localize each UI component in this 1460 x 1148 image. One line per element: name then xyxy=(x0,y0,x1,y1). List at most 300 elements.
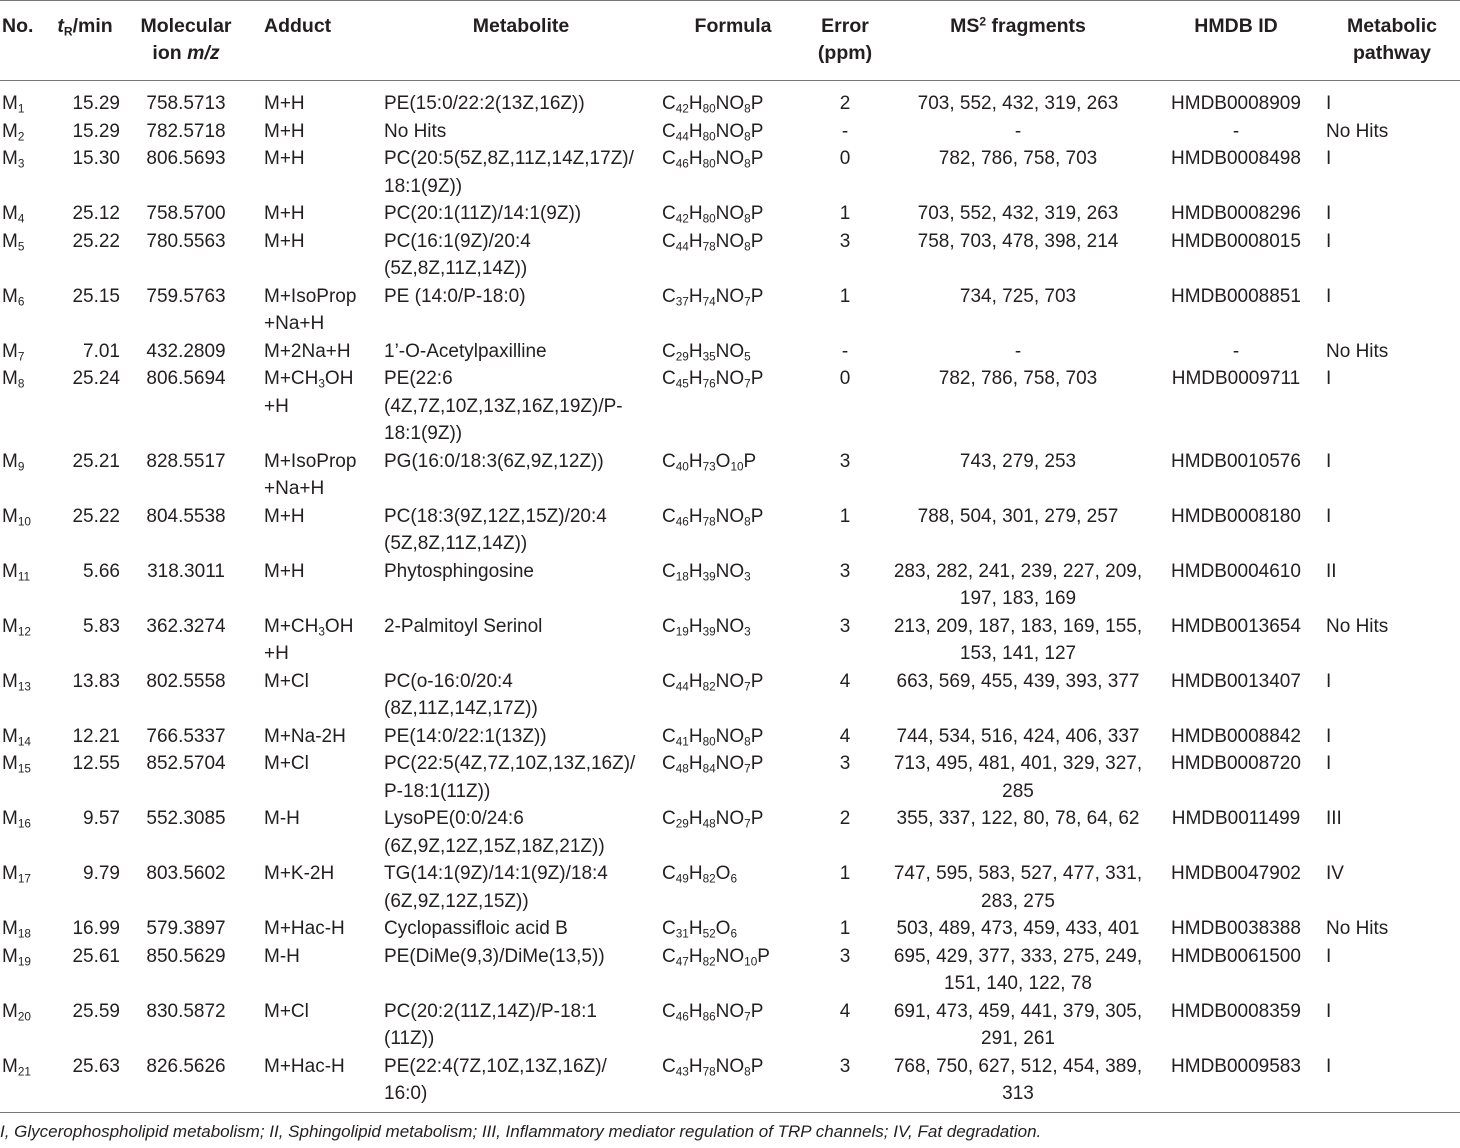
adduct-sub: 3 xyxy=(318,624,325,638)
formula-element: C xyxy=(662,918,676,939)
adduct-line xyxy=(264,640,376,668)
cell-molecular-ion xyxy=(122,145,250,200)
header-formula-text: Formula xyxy=(694,15,772,37)
error-value: 2 xyxy=(839,93,851,114)
fragments-line: 703, 552, 432, 319, 263 xyxy=(917,203,1119,224)
formula-count: 49 xyxy=(675,872,689,886)
cell-molecular-ion xyxy=(122,365,250,448)
cell-formula xyxy=(660,283,806,338)
cell-error xyxy=(806,998,884,1053)
pathway-value: III xyxy=(1326,808,1342,829)
error-value: 3 xyxy=(839,560,851,582)
cell-molecular-ion xyxy=(122,998,250,1053)
header-molecular-ion xyxy=(122,1,250,81)
cell-molecular-ion xyxy=(122,558,250,613)
formula-element: NO xyxy=(715,505,745,527)
cell-hmdb-id xyxy=(1152,558,1320,613)
pathway-value: I xyxy=(1326,230,1332,252)
cell-retention-time xyxy=(48,200,122,228)
formula-element: C xyxy=(662,203,676,224)
molecular-ion-value: 803.5602 xyxy=(146,863,226,884)
cell-retention-time xyxy=(48,81,122,118)
formula-element: C xyxy=(662,230,676,252)
formula-count: 44 xyxy=(675,679,689,693)
error-value: 3 xyxy=(839,945,851,967)
cell-no xyxy=(0,943,48,998)
formula-count: 52 xyxy=(702,927,716,941)
adduct-text: M+H xyxy=(264,120,305,142)
formula-element: NO xyxy=(715,285,745,307)
metabolite-line: PC(16:1(9Z)/20:4 xyxy=(384,230,531,252)
adduct-text: M+Cl xyxy=(264,670,309,692)
metabolite-line: PC(18:3(9Z,12Z,15Z)/20:4 xyxy=(384,505,607,527)
cell-no xyxy=(0,860,48,915)
adduct-line xyxy=(264,1053,376,1081)
pathway-value: I xyxy=(1326,670,1332,692)
pathway-value: No Hits xyxy=(1326,120,1389,142)
formula-element: NO xyxy=(715,725,745,747)
formula-count: 78 xyxy=(702,1064,716,1078)
cell-molecular-ion xyxy=(122,1053,250,1113)
formula-count: 74 xyxy=(702,294,716,308)
row-prefix: M xyxy=(2,505,18,527)
cell-formula xyxy=(660,503,806,558)
fragments-line: 695, 429, 377, 333, 275, 249, xyxy=(893,945,1143,967)
formula-element: P xyxy=(750,753,764,774)
hmdb-id-value: HMDB0009711 xyxy=(1171,368,1301,389)
formula-element: NO xyxy=(715,1055,745,1077)
cell-formula xyxy=(660,200,806,228)
adduct-text: M+K-2H xyxy=(264,863,335,884)
hmdb-id-value: HMDB0010576 xyxy=(1171,450,1301,472)
adduct-text: M+H xyxy=(264,203,305,224)
formula-count: 78 xyxy=(702,514,716,528)
pathway-value: I xyxy=(1326,1000,1332,1022)
formula-element: P xyxy=(750,808,764,829)
error-value: 3 xyxy=(839,450,851,472)
formula-element: H xyxy=(688,945,703,967)
fragments-line: 782, 786, 758, 703 xyxy=(938,148,1098,169)
pathway-value: No Hits xyxy=(1326,615,1389,637)
cell-metabolic-pathway xyxy=(1320,915,1460,943)
cell-no xyxy=(0,338,48,366)
fragments-line: 197, 183, 169 xyxy=(959,588,1077,609)
molecular-ion-value: 806.5693 xyxy=(146,148,226,169)
retention-time-value: 7.01 xyxy=(83,340,120,362)
cell-adduct xyxy=(250,1053,378,1113)
formula-element: NO xyxy=(715,945,745,967)
error-value: 3 xyxy=(839,1055,851,1077)
cell-no xyxy=(0,118,48,146)
error-value: 0 xyxy=(839,148,851,169)
cell-hmdb-id xyxy=(1152,145,1320,200)
cell-formula xyxy=(660,915,806,943)
cell-metabolic-pathway xyxy=(1320,558,1460,613)
cell-formula xyxy=(660,338,806,366)
cell-no xyxy=(0,998,48,1053)
cell-ms2-fragments xyxy=(884,200,1152,228)
header-adduct-text: Adduct xyxy=(264,15,332,37)
fragments-line: 713, 495, 481, 401, 329, 327, xyxy=(893,753,1143,774)
fragments-line: 734, 725, 703 xyxy=(959,285,1077,307)
cell-hmdb-id xyxy=(1152,915,1320,943)
hmdb-id-value: HMDB0008720 xyxy=(1171,753,1301,774)
formula-element: O xyxy=(715,918,731,939)
cell-no xyxy=(0,613,48,668)
formula-count: 43 xyxy=(675,1064,689,1078)
cell-hmdb-id xyxy=(1152,81,1320,118)
cell-molecular-ion xyxy=(122,943,250,998)
formula-element: H xyxy=(688,505,703,527)
fragments-line: 285 xyxy=(1002,780,1034,802)
cell-molecular-ion xyxy=(122,118,250,146)
cell-no xyxy=(0,723,48,751)
cell-no xyxy=(0,668,48,723)
formula-count: 80 xyxy=(702,734,716,748)
error-value: 1 xyxy=(839,918,851,939)
row-index: 12 xyxy=(17,624,31,638)
fragments-line: 744, 534, 516, 424, 406, 337 xyxy=(896,725,1140,747)
row-prefix: M xyxy=(2,1000,18,1022)
adduct-text: M+IsoProp xyxy=(264,450,357,472)
cell-ms2-fragments xyxy=(884,723,1152,751)
formula-element: H xyxy=(688,120,703,142)
formula-element: P xyxy=(750,1055,764,1077)
pathway-value: I xyxy=(1326,285,1332,307)
adduct-text: M+IsoProp xyxy=(264,285,357,307)
adduct-text: M+2Na+H xyxy=(264,340,351,362)
formula-element: NO xyxy=(715,670,745,692)
cell-molecular-ion xyxy=(122,805,250,860)
cell-formula xyxy=(660,228,806,283)
cell-retention-time xyxy=(48,448,122,503)
formula-element: NO xyxy=(715,340,745,362)
formula-count: 8 xyxy=(744,129,751,143)
cell-error xyxy=(806,118,884,146)
adduct-line xyxy=(264,668,376,696)
row-index: 17 xyxy=(17,872,31,886)
cell-ms2-fragments xyxy=(884,558,1152,613)
hmdb-id-value: HMDB0008498 xyxy=(1171,148,1301,169)
formula-element: C xyxy=(662,753,676,774)
row-index: 10 xyxy=(17,514,31,528)
pathway-value: I xyxy=(1326,1055,1332,1077)
cell-metabolite xyxy=(378,860,660,915)
formula-element: H xyxy=(688,1000,703,1022)
cell-hmdb-id xyxy=(1152,668,1320,723)
formula-element: P xyxy=(750,148,764,169)
molecular-ion-value: 362.3274 xyxy=(146,615,226,637)
fragments-line: 503, 489, 473, 459, 433, 401 xyxy=(896,918,1140,939)
formula-element: O xyxy=(715,450,731,472)
cell-metabolite xyxy=(378,338,660,366)
cell-metabolic-pathway xyxy=(1320,118,1460,146)
cell-metabolic-pathway xyxy=(1320,200,1460,228)
error-value: 3 xyxy=(839,753,851,774)
adduct-line xyxy=(264,365,376,393)
metabolite-line: PE (14:0/P-18:0) xyxy=(384,285,526,307)
row-prefix: M xyxy=(2,285,18,307)
adduct-line xyxy=(264,90,376,118)
formula-count: 82 xyxy=(702,954,716,968)
formula-element: H xyxy=(688,340,703,362)
error-value: 0 xyxy=(839,368,851,389)
cell-adduct xyxy=(250,503,378,558)
row-prefix: M xyxy=(2,120,18,142)
cell-no xyxy=(0,228,48,283)
row-prefix: M xyxy=(2,230,18,252)
formula-count: 47 xyxy=(675,954,689,968)
formula-element: C xyxy=(662,560,676,582)
formula-element: H xyxy=(688,93,703,114)
formula-element: C xyxy=(662,148,676,169)
formula-element: NO xyxy=(715,615,745,637)
molecular-ion-value: 780.5563 xyxy=(146,230,226,252)
formula-count: 39 xyxy=(702,624,716,638)
cell-ms2-fragments xyxy=(884,448,1152,503)
metabolite-line: (5Z,8Z,11Z,14Z)) xyxy=(384,258,528,279)
formula-element: C xyxy=(662,670,676,692)
row-index: 13 xyxy=(17,679,31,693)
row-prefix: M xyxy=(2,725,18,747)
row-prefix: M xyxy=(2,368,18,389)
cell-error xyxy=(806,1053,884,1113)
adduct-line xyxy=(264,558,376,586)
error-value: 4 xyxy=(839,1000,851,1022)
formula-count: 84 xyxy=(702,762,716,776)
formula-count: 42 xyxy=(675,102,689,116)
cell-molecular-ion xyxy=(122,668,250,723)
metabolite-line: (4Z,7Z,10Z,13Z,16Z,19Z)/P- xyxy=(384,395,623,417)
fragments-line: 283, 282, 241, 239, 227, 209, xyxy=(893,560,1143,582)
metabolite-line: P-18:1(11Z)) xyxy=(384,780,491,802)
cell-error xyxy=(806,503,884,558)
formula-element: H xyxy=(688,148,703,169)
formula-count: 6 xyxy=(730,927,737,941)
error-value: 4 xyxy=(839,725,851,747)
table-row xyxy=(0,228,1460,283)
error-value: 1 xyxy=(839,505,851,527)
cell-formula xyxy=(660,1053,806,1113)
cell-ms2-fragments xyxy=(884,283,1152,338)
formula-count: 8 xyxy=(744,514,751,528)
cell-adduct xyxy=(250,998,378,1053)
error-value: 3 xyxy=(839,230,851,252)
header-ms2-fragments xyxy=(884,1,1152,81)
error-value: - xyxy=(841,120,849,142)
cell-hmdb-id xyxy=(1152,860,1320,915)
cell-no xyxy=(0,81,48,118)
metabolite-line: (8Z,11Z,14Z,17Z)) xyxy=(384,698,538,719)
cell-error xyxy=(806,613,884,668)
formula-count: 18 xyxy=(675,569,689,583)
cell-formula xyxy=(660,145,806,200)
formula-element: H xyxy=(688,560,703,582)
formula-count: 7 xyxy=(744,377,751,391)
cell-retention-time xyxy=(48,750,122,805)
metabolite-line: 18:1(9Z)) xyxy=(384,423,463,444)
table-row xyxy=(0,118,1460,146)
adduct-line xyxy=(264,393,376,421)
adduct-line xyxy=(264,750,376,778)
table-row xyxy=(0,200,1460,228)
formula-count: 80 xyxy=(702,157,716,171)
header-no-text: No. xyxy=(2,15,34,37)
pathway-value: I xyxy=(1326,945,1332,967)
cell-molecular-ion xyxy=(122,448,250,503)
cell-ms2-fragments xyxy=(884,1053,1152,1113)
formula-element: C xyxy=(662,945,676,967)
row-index: 21 xyxy=(17,1064,31,1078)
metabolite-line: PC(20:2(11Z,14Z)/P-18:1 xyxy=(384,1000,597,1022)
row-prefix: M xyxy=(2,340,18,362)
molecular-ion-value: 758.5700 xyxy=(146,203,226,224)
adduct-text: M+Hac-H xyxy=(264,918,345,939)
cell-metabolite xyxy=(378,998,660,1053)
adduct-line xyxy=(264,613,376,641)
pathway-value: I xyxy=(1326,450,1332,472)
fragments-line: 747, 595, 583, 527, 477, 331, xyxy=(893,863,1143,884)
cell-metabolite xyxy=(378,145,660,200)
hmdb-id-value: HMDB0011499 xyxy=(1171,808,1301,829)
metabolite-line: PC(22:5(4Z,7Z,10Z,13Z,16Z)/ xyxy=(384,753,636,774)
cell-no xyxy=(0,448,48,503)
row-prefix: M xyxy=(2,863,18,884)
metabolite-line: Cyclopassifloic acid B xyxy=(384,918,568,939)
cell-adduct xyxy=(250,943,378,998)
molecular-ion-value: 552.3085 xyxy=(146,808,226,829)
cell-metabolic-pathway xyxy=(1320,750,1460,805)
table-row xyxy=(0,145,1460,200)
formula-element: C xyxy=(662,725,676,747)
metabolite-line: PE(DiMe(9,3)/DiMe(13,5)) xyxy=(384,945,605,967)
table-row xyxy=(0,750,1460,805)
formula-count: 48 xyxy=(702,817,716,831)
formula-element: H xyxy=(688,808,703,829)
cell-hmdb-id xyxy=(1152,750,1320,805)
formula-element: P xyxy=(750,93,764,114)
formula-element: P xyxy=(750,285,764,307)
fragments-line: - xyxy=(1014,340,1022,362)
cell-adduct xyxy=(250,723,378,751)
cell-retention-time xyxy=(48,723,122,751)
cell-no xyxy=(0,145,48,200)
cell-error xyxy=(806,723,884,751)
metabolite-line: No Hits xyxy=(384,120,447,142)
retention-time-value: 9.57 xyxy=(83,808,120,829)
cell-formula xyxy=(660,613,806,668)
formula-element: H xyxy=(688,725,703,747)
pathway-value: I xyxy=(1326,368,1332,389)
cell-error xyxy=(806,448,884,503)
cell-metabolic-pathway xyxy=(1320,228,1460,283)
cell-metabolic-pathway xyxy=(1320,1053,1460,1113)
adduct-text: M+H xyxy=(264,560,305,582)
metabolite-line: (6Z,9Z,12Z,15Z,18Z,21Z)) xyxy=(384,835,605,857)
formula-count: 7 xyxy=(744,679,751,693)
formula-count: 80 xyxy=(702,102,716,116)
cell-no xyxy=(0,365,48,448)
error-value: 4 xyxy=(839,670,851,692)
adduct-text: +Na+H xyxy=(264,478,325,499)
header-tr-t: t xyxy=(57,15,64,37)
adduct-text: M+Hac-H xyxy=(264,1055,345,1077)
cell-formula xyxy=(660,860,806,915)
formula-element: C xyxy=(662,368,676,389)
formula-count: 10 xyxy=(744,954,758,968)
pathway-value: IV xyxy=(1326,863,1344,884)
formula-element: NO xyxy=(715,1000,745,1022)
error-value: - xyxy=(841,340,849,362)
molecular-ion-value: 826.5626 xyxy=(146,1055,226,1077)
cell-metabolic-pathway xyxy=(1320,860,1460,915)
formula-element: H xyxy=(688,230,703,252)
table-row xyxy=(0,613,1460,668)
cell-adduct xyxy=(250,448,378,503)
formula-element: NO xyxy=(715,753,745,774)
retention-time-value: 12.21 xyxy=(72,725,120,747)
pathway-value: I xyxy=(1326,203,1332,224)
cell-ms2-fragments xyxy=(884,145,1152,200)
adduct-text: M-H xyxy=(264,808,300,829)
cell-error xyxy=(806,338,884,366)
formula-count: 46 xyxy=(675,157,689,171)
header-formula xyxy=(660,1,806,81)
cell-error xyxy=(806,365,884,448)
table-header xyxy=(0,1,1460,81)
cell-adduct xyxy=(250,200,378,228)
table-row xyxy=(0,365,1460,448)
metabolite-line: (6Z,9Z,12Z,15Z)) xyxy=(384,890,529,912)
fragments-line: 743, 279, 253 xyxy=(959,450,1077,472)
header-error-line1: Error xyxy=(821,15,869,37)
hmdb-id-value: HMDB0009583 xyxy=(1171,1055,1301,1077)
cell-formula xyxy=(660,448,806,503)
formula-element: NO xyxy=(715,808,745,829)
cell-molecular-ion xyxy=(122,228,250,283)
row-prefix: M xyxy=(2,918,18,939)
header-metabolite xyxy=(378,1,660,81)
cell-metabolite xyxy=(378,723,660,751)
formula-count: 8 xyxy=(744,102,751,116)
header-path-line2: pathway xyxy=(1352,42,1432,64)
fragments-line: 703, 552, 432, 319, 263 xyxy=(917,93,1119,114)
cell-metabolic-pathway xyxy=(1320,365,1460,448)
formula-count: 3 xyxy=(744,569,751,583)
metabolite-line: (11Z)) xyxy=(384,1028,435,1049)
table-row xyxy=(0,283,1460,338)
cell-adduct xyxy=(250,558,378,613)
cell-ms2-fragments xyxy=(884,860,1152,915)
formula-element: P xyxy=(750,230,764,252)
pathway-value: No Hits xyxy=(1326,340,1389,362)
formula-count: 78 xyxy=(702,239,716,253)
cell-adduct xyxy=(250,668,378,723)
row-index: 11 xyxy=(17,569,31,583)
metabolite-line: PC(20:1(11Z)/14:1(9Z)) xyxy=(384,203,582,224)
formula-element: H xyxy=(688,368,703,389)
cell-adduct xyxy=(250,860,378,915)
fragments-line: 691, 473, 459, 441, 379, 305, xyxy=(893,1000,1143,1022)
metabolite-line: PG(16:0/18:3(6Z,9Z,12Z)) xyxy=(384,450,604,472)
adduct-line xyxy=(264,943,376,971)
header-ms-text: MS xyxy=(950,15,980,37)
adduct-text: +H xyxy=(264,395,289,417)
cell-retention-time xyxy=(48,613,122,668)
cell-metabolite xyxy=(378,750,660,805)
metabolite-line: 16:0) xyxy=(384,1083,428,1104)
adduct-line xyxy=(264,145,376,173)
